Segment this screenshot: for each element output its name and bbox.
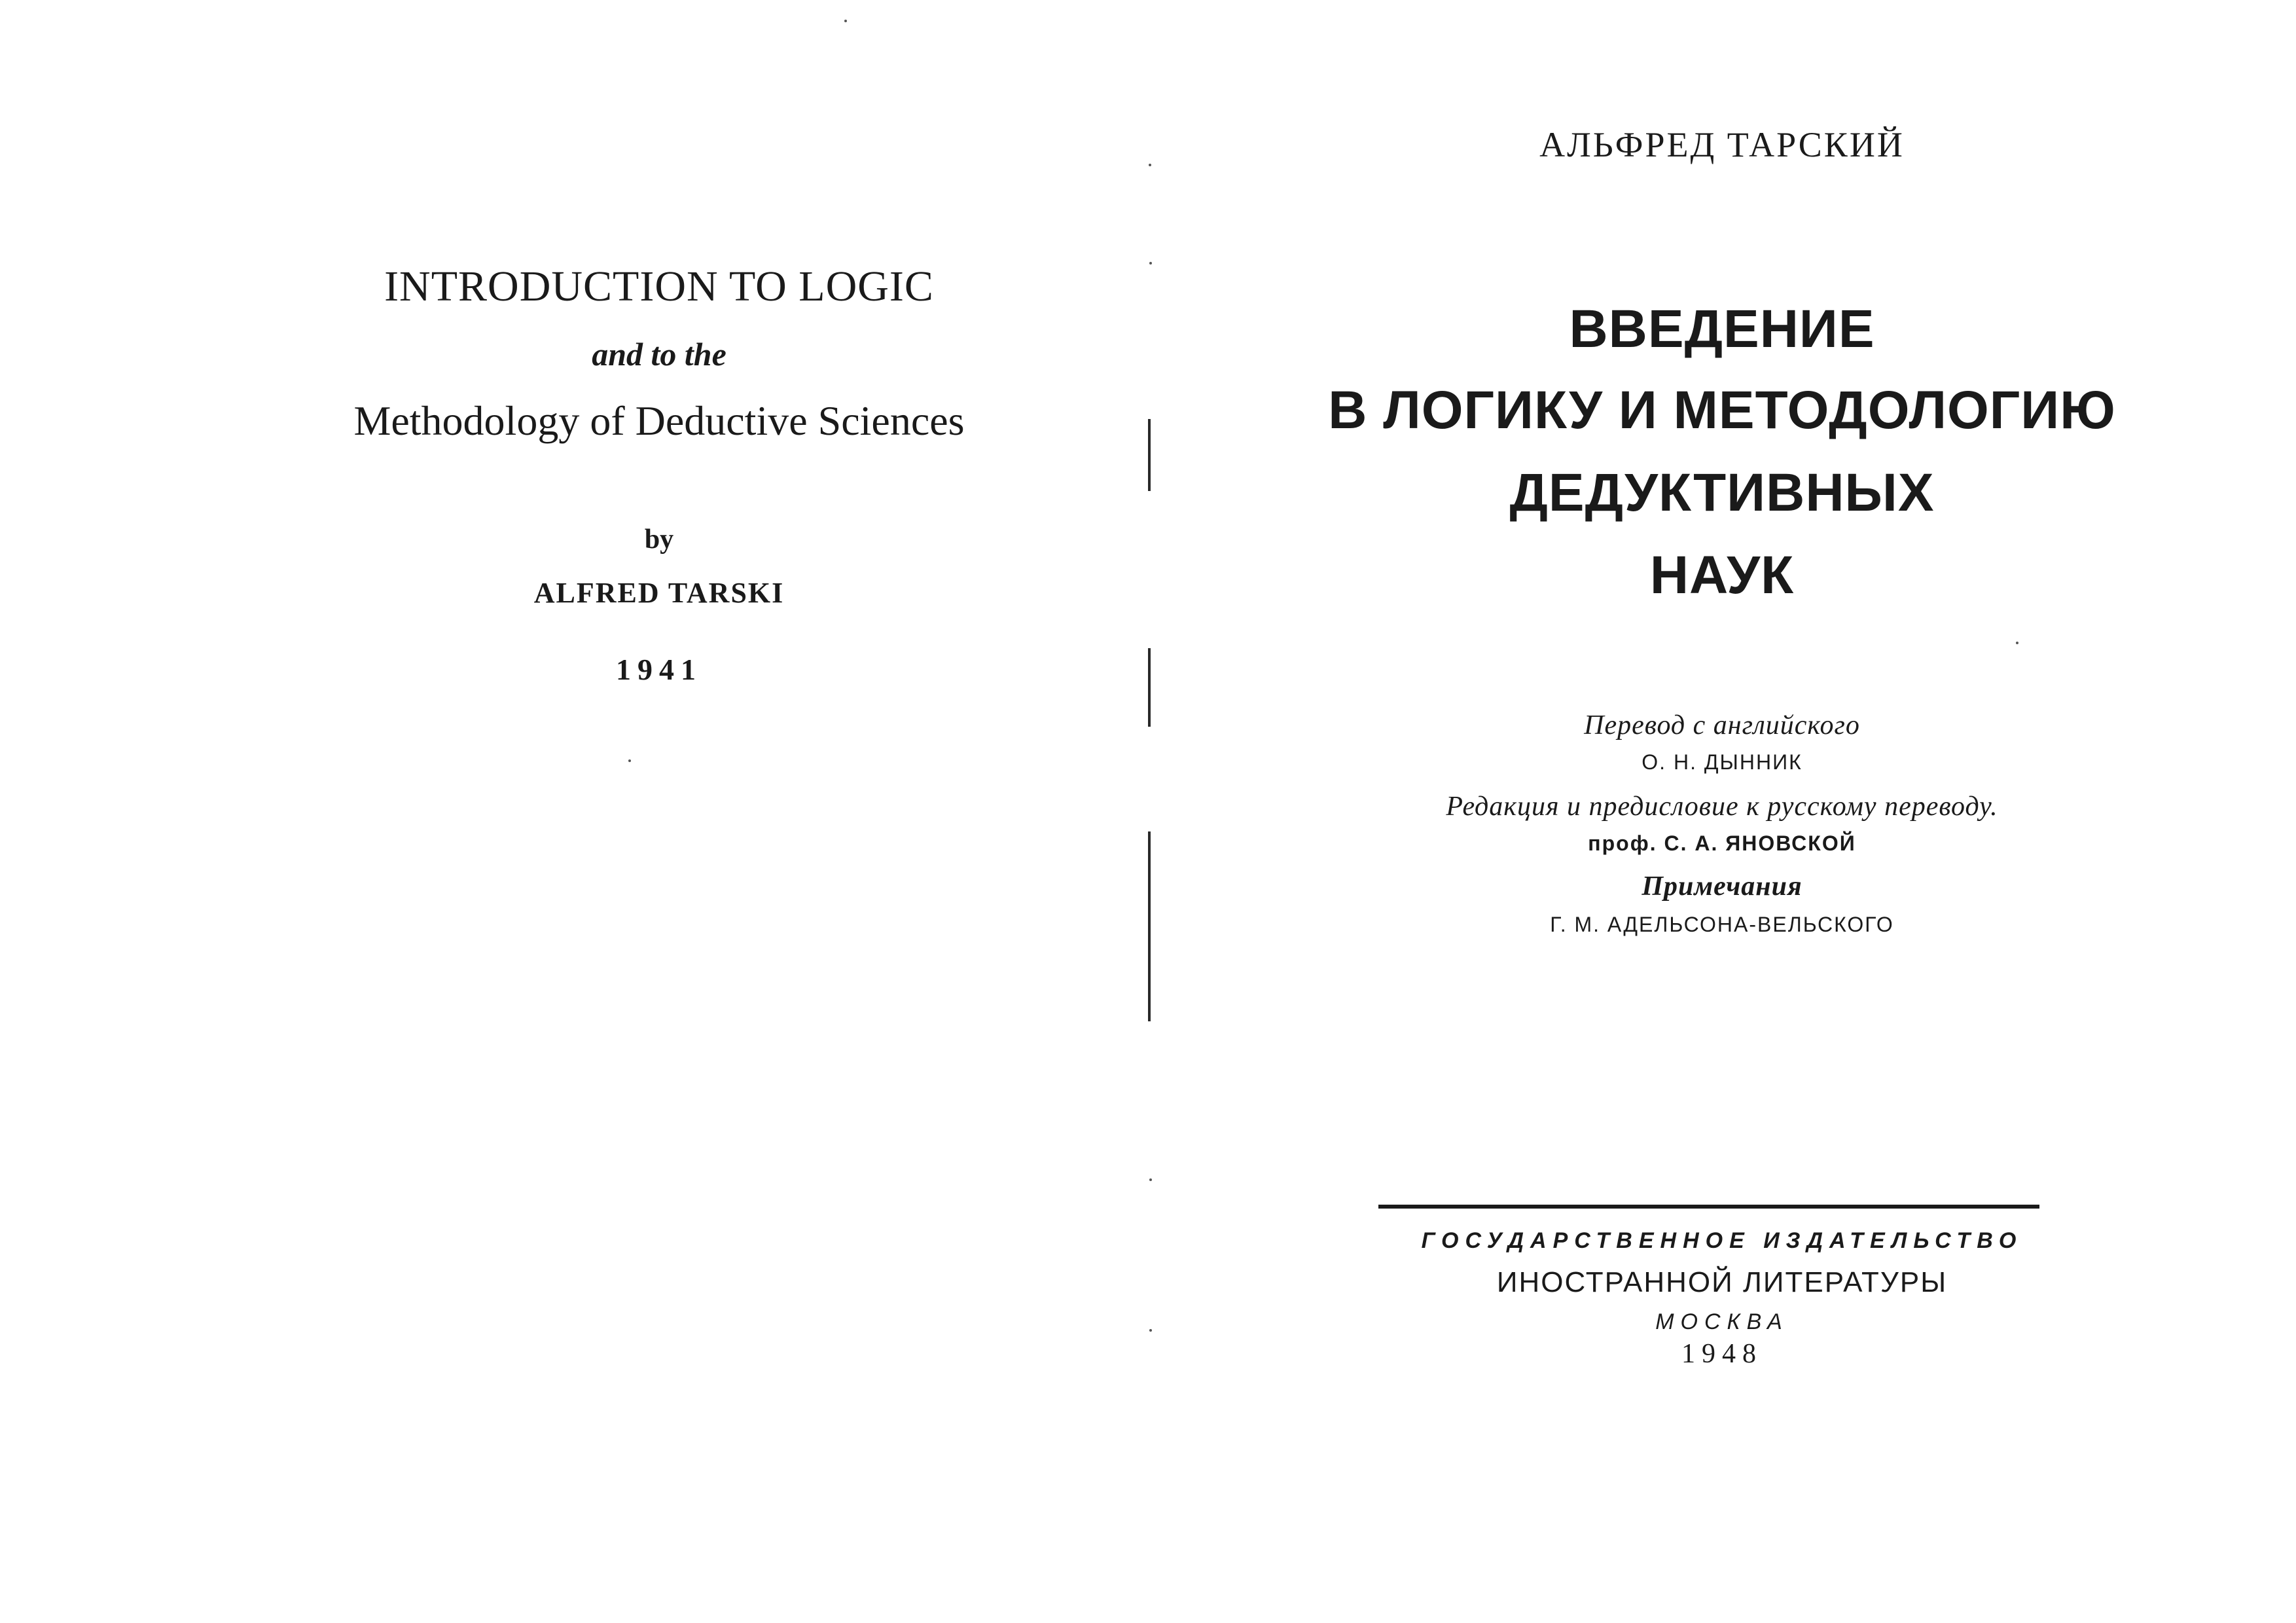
translator-name: О. Н. ДЫННИК — [1641, 750, 1803, 774]
publisher-line-1: ГОСУДАРСТВЕННОЕ ИЗДАТЕЛЬСТВО — [1421, 1228, 2023, 1253]
english-title-connector: and to the — [592, 336, 726, 373]
publisher-city: МОСКВА — [1655, 1309, 1789, 1334]
english-year: 1941 — [616, 653, 702, 686]
notes-label: Примечания — [1641, 871, 1803, 902]
scan-speck — [844, 20, 847, 22]
scan-speck — [628, 759, 631, 762]
right-title-page — [1148, 0, 2296, 1623]
editor-name: проф. С. А. ЯНОВСКОЙ — [1588, 831, 1856, 855]
publication-year: 1948 — [1681, 1339, 1763, 1369]
russian-title-line-1: ВВЕДЕНИЕ — [1569, 299, 1875, 359]
english-title: INTRODUCTION TO LOGIC — [384, 263, 934, 310]
russian-author: АЛЬФРЕД ТАРСКИЙ — [1539, 125, 1905, 164]
english-by: by — [644, 524, 674, 555]
notes-author: Г. М. АДЕЛЬСОНА-ВЕЛЬСКОГО — [1550, 913, 1894, 936]
editing-label: Редакция и предисловие к русскому переводу. — [1446, 792, 1998, 822]
english-author: ALFRED TARSKI — [533, 577, 785, 609]
publisher-line-2: ИНОСТРАННОЙ ЛИТЕРАТУРЫ — [1496, 1266, 1948, 1298]
russian-title-line-3: ДЕДУКТИВНЫХ — [1509, 463, 1935, 522]
publisher-rule — [1378, 1205, 2039, 1209]
russian-title-line-2: В ЛОГИКУ И МЕТОДОЛОГИЮ — [1328, 380, 2116, 440]
translation-label: Перевод с английского — [1584, 710, 1860, 740]
russian-title-line-4: НАУК — [1649, 545, 1795, 605]
english-subtitle: Methodology of Deductive Sciences — [353, 397, 965, 444]
